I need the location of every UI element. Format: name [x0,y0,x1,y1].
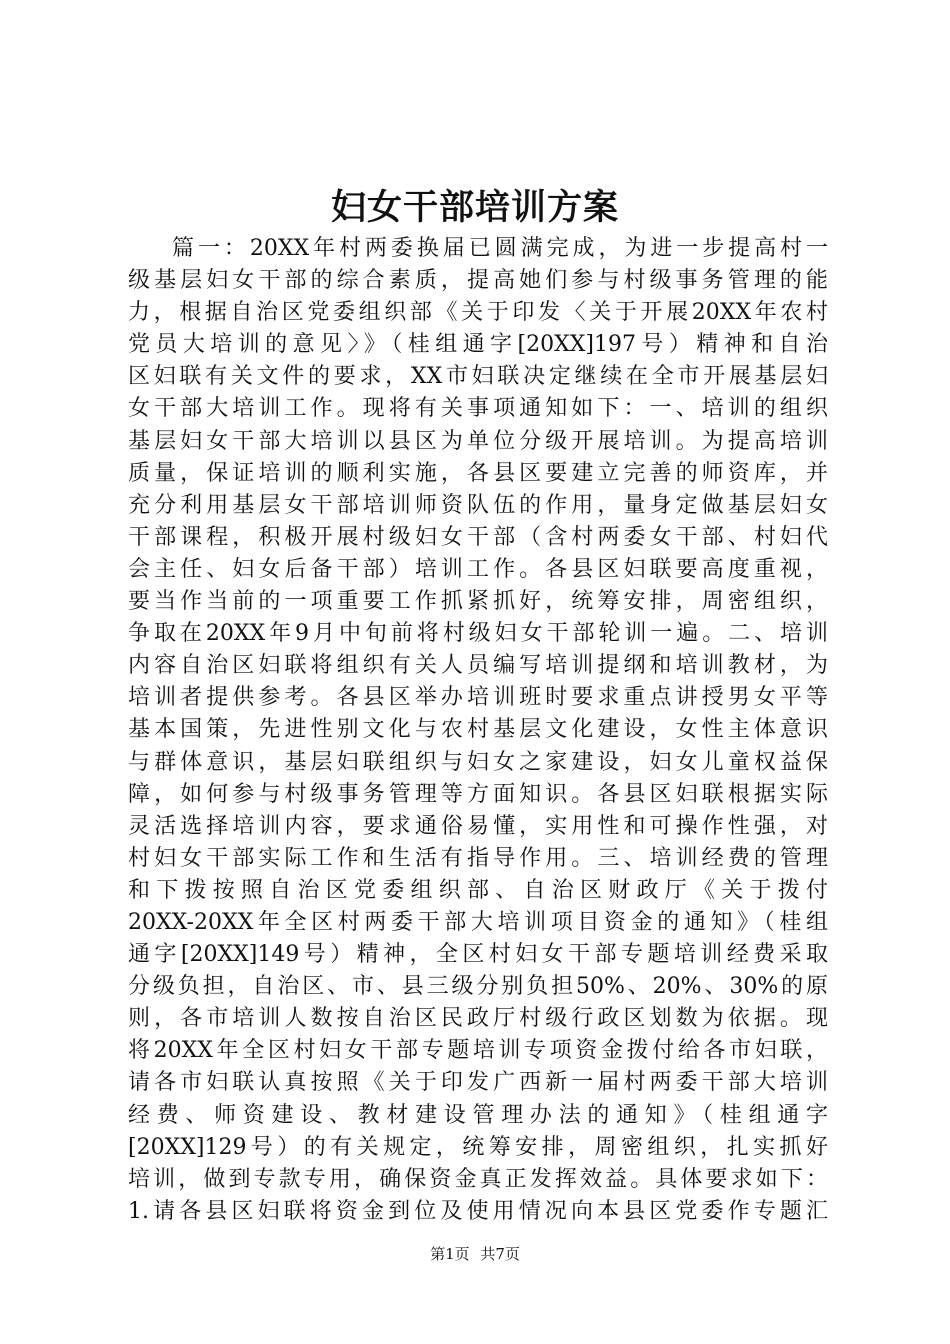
body-line: 20XX-20XX年全区村两委干部大培训项目资金的通知》（桂组 [128,909,828,935]
body-line: 级基层妇女干部的综合素质，提高她们参与村级事务管理的能 [128,268,828,294]
body-line: 女干部大培训工作。现将有关事项通知如下：一、培训的组织 [128,396,828,422]
body-line: 基层妇女干部大培训以县区为单位分级开展培训。为提高培训 [128,428,828,454]
document-body [128,233,828,1228]
body-line: 争取在20XX年9月中旬前将村级妇女干部轮训一遍。二、培训 [128,621,828,647]
page-number: 第1页 [430,1245,470,1263]
body-line: 内容自治区妇联将组织有关人员编写培训提纲和培训教材，为 [128,653,828,679]
body-line: 则，各市培训人数按自治区民政厅村级行政区划数为依据。现 [128,1006,828,1032]
document-title: 妇女干部培训方案 [330,187,619,228]
body-line: 培训者提供参考。各县区举办培训班时要求重点讲授男女平等 [128,685,828,711]
body-line: 1.请各县区妇联将资金到位及使用情况向本县区党委作专题汇 [128,1198,828,1224]
body-line: 请各市妇联认真按照《关于印发广西新一届村两委干部大培训 [128,1070,828,1096]
body-line: 干部课程，积极开展村级妇女干部（含村两委女干部、村妇代 [128,524,828,550]
page-total: 共7页 [480,1245,520,1263]
body-line: 将20XX年全区村妇女干部专题培训专项资金拨付给各市妇联， [128,1038,828,1064]
page-footer [0,1243,950,1265]
body-line: 村妇女干部实际工作和生活有指导作用。三、培训经费的管理 [128,845,828,871]
body-line: 和下拨按照自治区党委组织部、自治区财政厅《关于拨付 [128,877,828,903]
body-line: 区妇联有关文件的要求，XX市妇联决定继续在全市开展基层妇 [128,364,828,390]
body-line: 充分利用基层女干部培训师资队伍的作用，量身定做基层妇女 [128,492,828,518]
body-line: 力，根据自治区党委组织部《关于印发〈关于开展20XX年农村 [128,300,828,326]
body-line: 经费、师资建设、教材建设管理办法的通知》（桂组通字 [128,1102,828,1128]
body-line: 基本国策，先进性别文化与农村基层文化建设，女性主体意识 [128,717,828,743]
body-line: 培训，做到专款专用，确保资金真正发挥效益。具体要求如下： [128,1166,828,1192]
body-line: 党员大培训的意见〉》（桂组通字[20XX]197号）精神和自治 [128,332,828,358]
body-line: 灵活选择培训内容，要求通俗易懂，实用性和可操作性强，对 [128,813,828,839]
body-line: 会主任、妇女后备干部）培训工作。各县区妇联要高度重视， [128,556,828,582]
body-line: 障，如何参与村级事务管理等方面知识。各县区妇联根据实际 [128,781,828,807]
body-line: 分级负担，自治区、市、县三级分别负担50%、20%、30%的原 [128,974,828,1000]
body-line: 要当作当前的一项重要工作抓紧抓好，统筹安排，周密组织， [128,589,828,615]
body-line: 与群体意识，基层妇联组织与妇女之家建设，妇女儿童权益保 [128,749,828,775]
body-line: 篇一：20XX年村两委换届已圆满完成，为进一步提高村一 [172,236,828,261]
body-line: 质量，保证培训的顺利实施，各县区要建立完善的师资库，并 [128,460,828,486]
body-line: 通字[20XX]149号）精神，全区村妇女干部专题培训经费采取 [128,942,828,968]
body-line: [20XX]129号）的有关规定，统筹安排，周密组织，扎实抓好 [128,1134,828,1160]
